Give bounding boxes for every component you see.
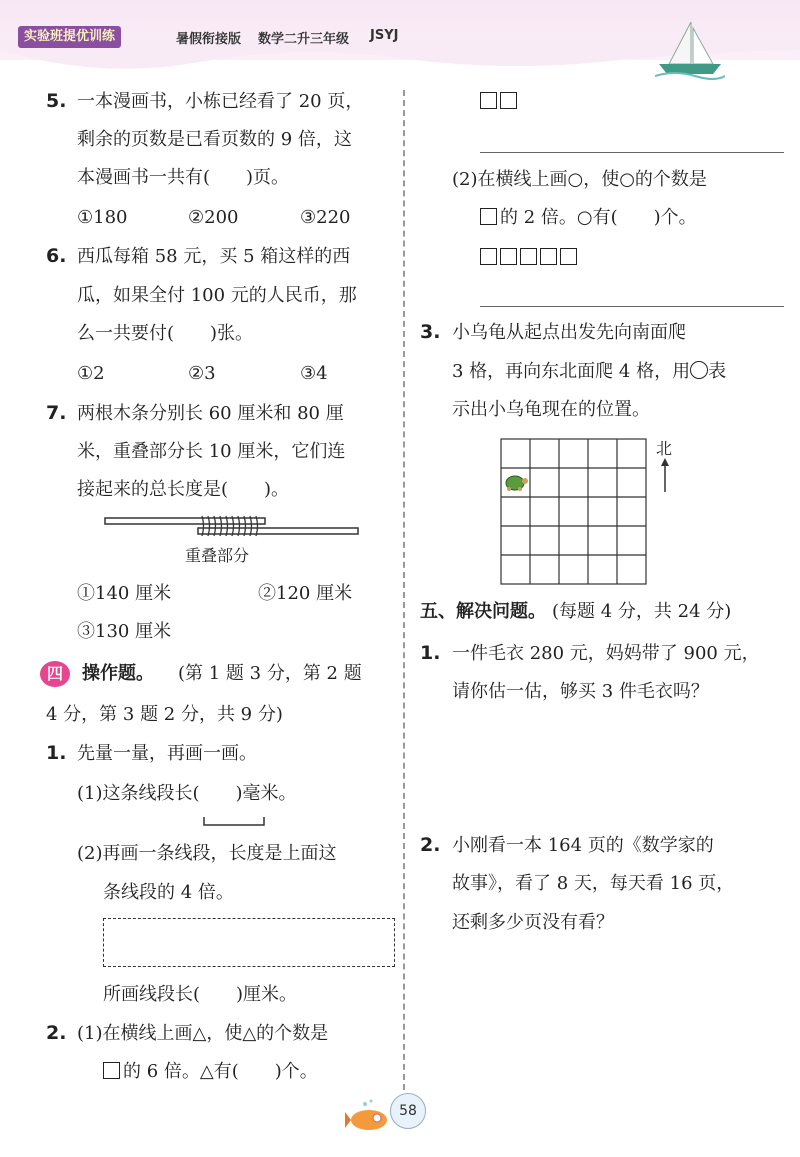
answer-line bbox=[480, 306, 784, 307]
sub-question: (2)再画一条线段，长度是上面这 bbox=[77, 843, 337, 864]
choice-option: ②200 bbox=[188, 207, 239, 228]
square-icon bbox=[520, 248, 537, 265]
square-group bbox=[480, 90, 520, 114]
position-grid[interactable] bbox=[500, 438, 648, 586]
question-text: 小刚看一本 164 页的《数学家的 bbox=[452, 835, 714, 856]
question-number: 6. bbox=[46, 245, 67, 267]
measure-segment bbox=[203, 816, 265, 828]
subject-label: 数学二升三年级 bbox=[258, 32, 350, 47]
choice-option: ②120 厘米 bbox=[258, 583, 353, 604]
choice-option: ③4 bbox=[300, 363, 328, 384]
sub-question: (1)这条线段长( )毫米。 bbox=[77, 783, 297, 804]
question-text: 3 格，再向东北面爬 4 格，用 表 bbox=[452, 361, 727, 382]
question-text: 一件毛衣 280 元，妈妈带了 900 元， bbox=[452, 643, 760, 664]
question-number: 1. bbox=[46, 742, 67, 764]
square-icon bbox=[500, 92, 517, 109]
question-text: 小乌龟从起点出发先向南面爬 bbox=[452, 322, 686, 343]
question-number: 2. bbox=[46, 1022, 67, 1044]
question-text: 西瓜每箱 58 元，买 5 箱这样的西 bbox=[77, 246, 351, 267]
answer-line bbox=[480, 152, 784, 153]
sub-question: 条线段的 4 倍。 bbox=[103, 882, 234, 903]
question-number: 7. bbox=[46, 402, 67, 424]
choice-option: ①2 bbox=[77, 363, 105, 384]
question-text: 还剩多少页没有看？ bbox=[452, 912, 614, 933]
question-text: 米，重叠部分长 10 厘米，它们连 bbox=[77, 441, 346, 462]
square-icon bbox=[540, 248, 557, 265]
circle-icon bbox=[690, 361, 708, 379]
question-text: 瓜，如果全付 100 元的人民币，那 bbox=[77, 285, 357, 306]
question-text: 么一共要付( )张。 bbox=[77, 323, 254, 344]
sub-question: 的 2 倍。○有( )个。 bbox=[480, 206, 697, 230]
square-icon bbox=[560, 248, 577, 265]
turtle-icon bbox=[503, 472, 529, 492]
question-number: 1. bbox=[420, 642, 441, 664]
column-divider bbox=[403, 90, 405, 1090]
sub-question: (2)在横线上画○，使○的个数是 bbox=[452, 169, 707, 190]
sub-question: 的 6 倍。△有( )个。 bbox=[103, 1060, 318, 1084]
square-icon bbox=[500, 248, 517, 265]
choice-option: ③220 bbox=[300, 207, 351, 228]
series-brand: 实验班提优训练 bbox=[18, 26, 121, 48]
section-note: (每题 4 分，共 24 分) bbox=[552, 601, 732, 622]
choice-option: ③130 厘米 bbox=[77, 621, 172, 642]
choice-option: ①180 bbox=[77, 207, 128, 228]
section-note: (第 1 题 3 分，第 2 题 bbox=[178, 663, 362, 684]
square-icon bbox=[480, 248, 497, 265]
question-number: 5. bbox=[46, 90, 67, 112]
overlap-sticks-diagram bbox=[104, 512, 360, 546]
sailboat-icon bbox=[655, 18, 725, 80]
section-title: 操作题。 bbox=[82, 663, 154, 684]
square-group bbox=[480, 246, 580, 270]
question-text: 示出小乌龟现在的位置。 bbox=[452, 399, 650, 420]
question-number: 3. bbox=[420, 321, 441, 343]
choice-option: ①140 厘米 bbox=[77, 583, 172, 604]
section-title: 五、解决问题。 bbox=[420, 601, 546, 622]
edition-label: 暑假衔接版 bbox=[176, 32, 242, 47]
question-text: 接起来的总长度是( )。 bbox=[77, 479, 290, 500]
question-text: 请你估一估，够买 3 件毛衣吗？ bbox=[452, 681, 709, 702]
series-code: JSYJ bbox=[370, 28, 399, 43]
square-icon bbox=[103, 1062, 120, 1079]
page-number: 58 bbox=[390, 1093, 426, 1129]
answer-line: 所画线段长( )厘米。 bbox=[103, 984, 298, 1005]
north-label: 北 bbox=[656, 439, 673, 458]
submarine-fish-icon bbox=[345, 1098, 395, 1134]
question-text: 两根木条分别长 60 厘米和 80 厘 bbox=[77, 403, 344, 424]
question-text: 本漫画书一共有( )页。 bbox=[77, 167, 290, 188]
question-text: 一本漫画书，小栋已经看了 20 页， bbox=[77, 91, 364, 112]
question-number: 2. bbox=[420, 834, 441, 856]
choice-option: ②3 bbox=[188, 363, 216, 384]
question-text: 故事》，看了 8 天，每天看 16 页， bbox=[452, 873, 735, 894]
drawing-area[interactable] bbox=[103, 918, 395, 967]
question-text: 先量一量，再画一画。 bbox=[77, 743, 257, 764]
section-badge: 四 bbox=[40, 661, 70, 687]
north-arrow-icon bbox=[658, 458, 672, 492]
square-icon bbox=[480, 208, 497, 225]
square-icon bbox=[480, 92, 497, 109]
sub-question: (1)在横线上画△，使△的个数是 bbox=[77, 1023, 329, 1044]
section-note: 4 分，第 3 题 2 分，共 9 分) bbox=[46, 704, 283, 725]
overlap-label: 重叠部分 bbox=[185, 546, 250, 565]
question-text: 剩余的页数是已看页数的 9 倍，这 bbox=[77, 129, 352, 150]
